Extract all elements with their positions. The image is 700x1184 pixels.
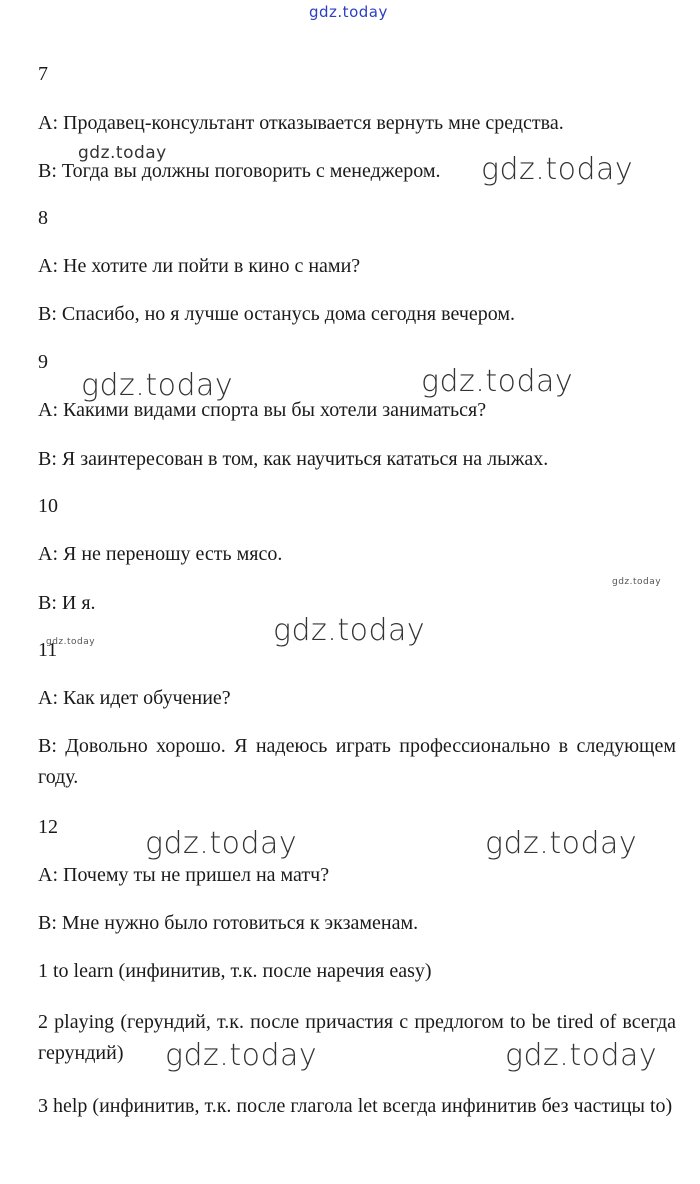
line-b: В: Мне нужно было готовиться к экзаменам. [38,912,419,934]
watermark: gdz.today [505,1038,658,1073]
line-b: В: Спасибо, но я лучше останусь дома сегодня вечером. [38,303,516,325]
line-a: А: Продавец-консультант отказывается вернуть мне средства. [38,112,564,134]
watermark: gdz.today [165,1038,318,1073]
item-number: 8 [38,207,48,229]
note-item: 2 playing (герундий, т.к. после причастия с предлогом to be tired of всегда герундий) [38,1011,676,1064]
line-a: А: Как идет обучение? [38,687,231,709]
line-b: В: И я. [38,592,96,614]
watermark: gdz.today [485,826,638,861]
watermark: gdz.today [421,364,574,399]
watermark: gdz.today [612,577,662,587]
note-item: 3 help (инфинитив, т.к. после глагола let всегда инфинитив без частицы to) [38,1095,673,1117]
watermark: gdz.today [273,613,426,648]
line-a: А: Не хотите ли пойти в кино с нами? [38,255,361,277]
watermark: gdz.today [78,143,167,163]
watermark: gdz.today [81,368,234,403]
line-b: В: Довольно хорошо. Я надеюсь играть профессионально в следующем году. [38,735,676,788]
line-a: А: Какими видами спорта вы бы хотели заниматься? [38,399,487,421]
line-a: А: Почему ты не пришел на матч? [38,864,330,886]
item-number: 12 [38,816,58,838]
line-b: В: Я заинтересован в том, как научиться кататься на лыжах. [38,448,549,470]
watermark: gdz.today [145,826,298,861]
line-a: А: Я не переношу есть мясо. [38,543,283,565]
watermark: gdz.today [481,152,634,187]
item-number: 7 [38,63,48,85]
item-number: 9 [38,351,48,373]
item-number: 11 [38,639,58,661]
line-b: В: Тогда вы должны поговорить с менеджером. [38,160,441,182]
watermark: gdz.today [46,637,96,647]
note-item: 1 to learn (инфинитив, т.к. после наречия easy) [38,960,432,982]
item-number: 10 [38,495,58,517]
watermark: gdz.today [309,3,388,21]
